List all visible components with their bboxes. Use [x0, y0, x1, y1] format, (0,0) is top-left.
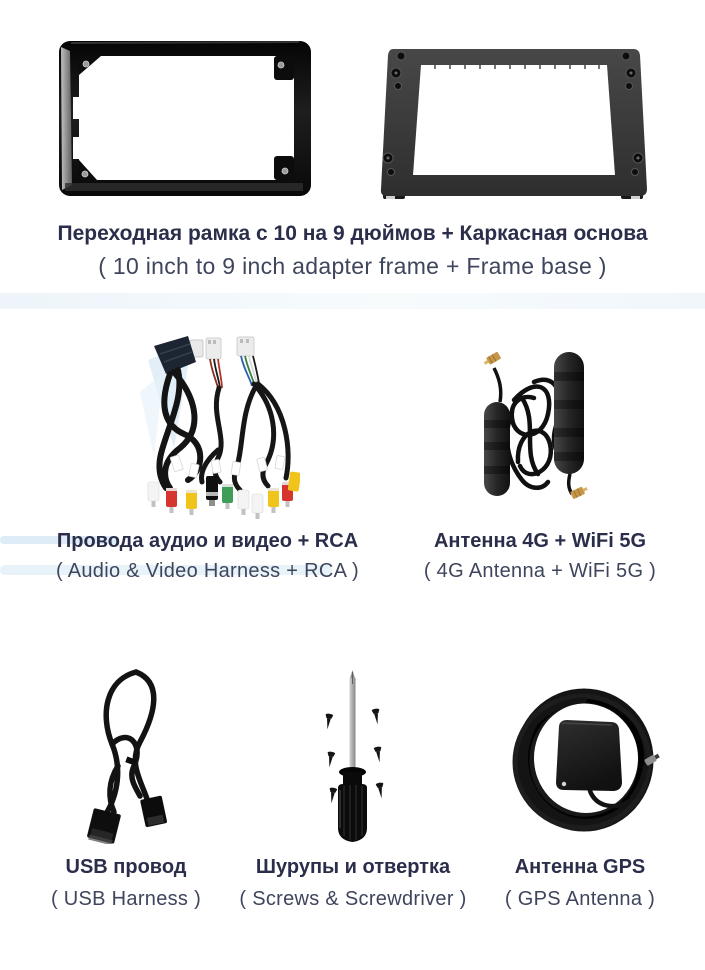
antenna-4g-wifi-image [478, 342, 590, 510]
adapter-frame-graphic [49, 35, 319, 202]
frame-base-graphic [377, 43, 650, 202]
antenna-4g-caption-en [395, 560, 685, 583]
av-harness-title-ru: Провода аудио и видео + RCA [56, 530, 359, 552]
antenna-4g-title-en: ( 4G Antenna + WiFi 5G ) [423, 560, 657, 582]
adapter-frame-10-to-9-image [49, 35, 319, 202]
screws-title-en: ( Screws & Screwdriver ) [239, 888, 467, 910]
gps-title-ru: Антенна GPS [514, 856, 646, 878]
antenna-4g-title-ru: Антенна 4G + WiFi 5G [433, 530, 647, 552]
usb-harness-image [78, 666, 183, 844]
av-harness-graphic [140, 330, 300, 525]
av-harness-title-en: ( Audio & Video Harness + RCA ) [56, 560, 359, 582]
frames-title-ru: Переходная рамка с 10 на 9 дюймов + Каркасная основа [57, 222, 648, 245]
av-harness-caption [20, 530, 395, 553]
usb-caption [16, 856, 236, 879]
antenna-4g-caption [395, 530, 685, 553]
frames-title-en: ( 10 inch to 9 inch adapter frame + Frame base ) [98, 253, 607, 279]
screws-screwdriver-image [312, 670, 392, 845]
screws-title-ru: Шурупы и отвертка [255, 856, 451, 878]
usb-caption-en [16, 888, 236, 911]
screws-caption [243, 856, 463, 879]
antenna-4g-graphic [478, 342, 590, 510]
screwdriver-graphic [312, 670, 392, 845]
av-harness-caption-en [20, 560, 395, 583]
gps-caption-en [470, 888, 690, 911]
usb-harness-graphic [78, 666, 183, 844]
usb-title-en: ( USB Harness ) [50, 888, 202, 910]
gps-antenna-graphic [512, 686, 667, 834]
screws-caption-en [230, 888, 476, 911]
audio-video-rca-harness-image [140, 330, 300, 525]
gps-caption [470, 856, 690, 879]
usb-title-ru: USB провод [65, 856, 187, 878]
gps-antenna-image [512, 686, 667, 834]
frame-base-image [377, 43, 650, 202]
watermark-band [0, 293, 705, 309]
gps-title-en: ( GPS Antenna ) [504, 888, 656, 910]
